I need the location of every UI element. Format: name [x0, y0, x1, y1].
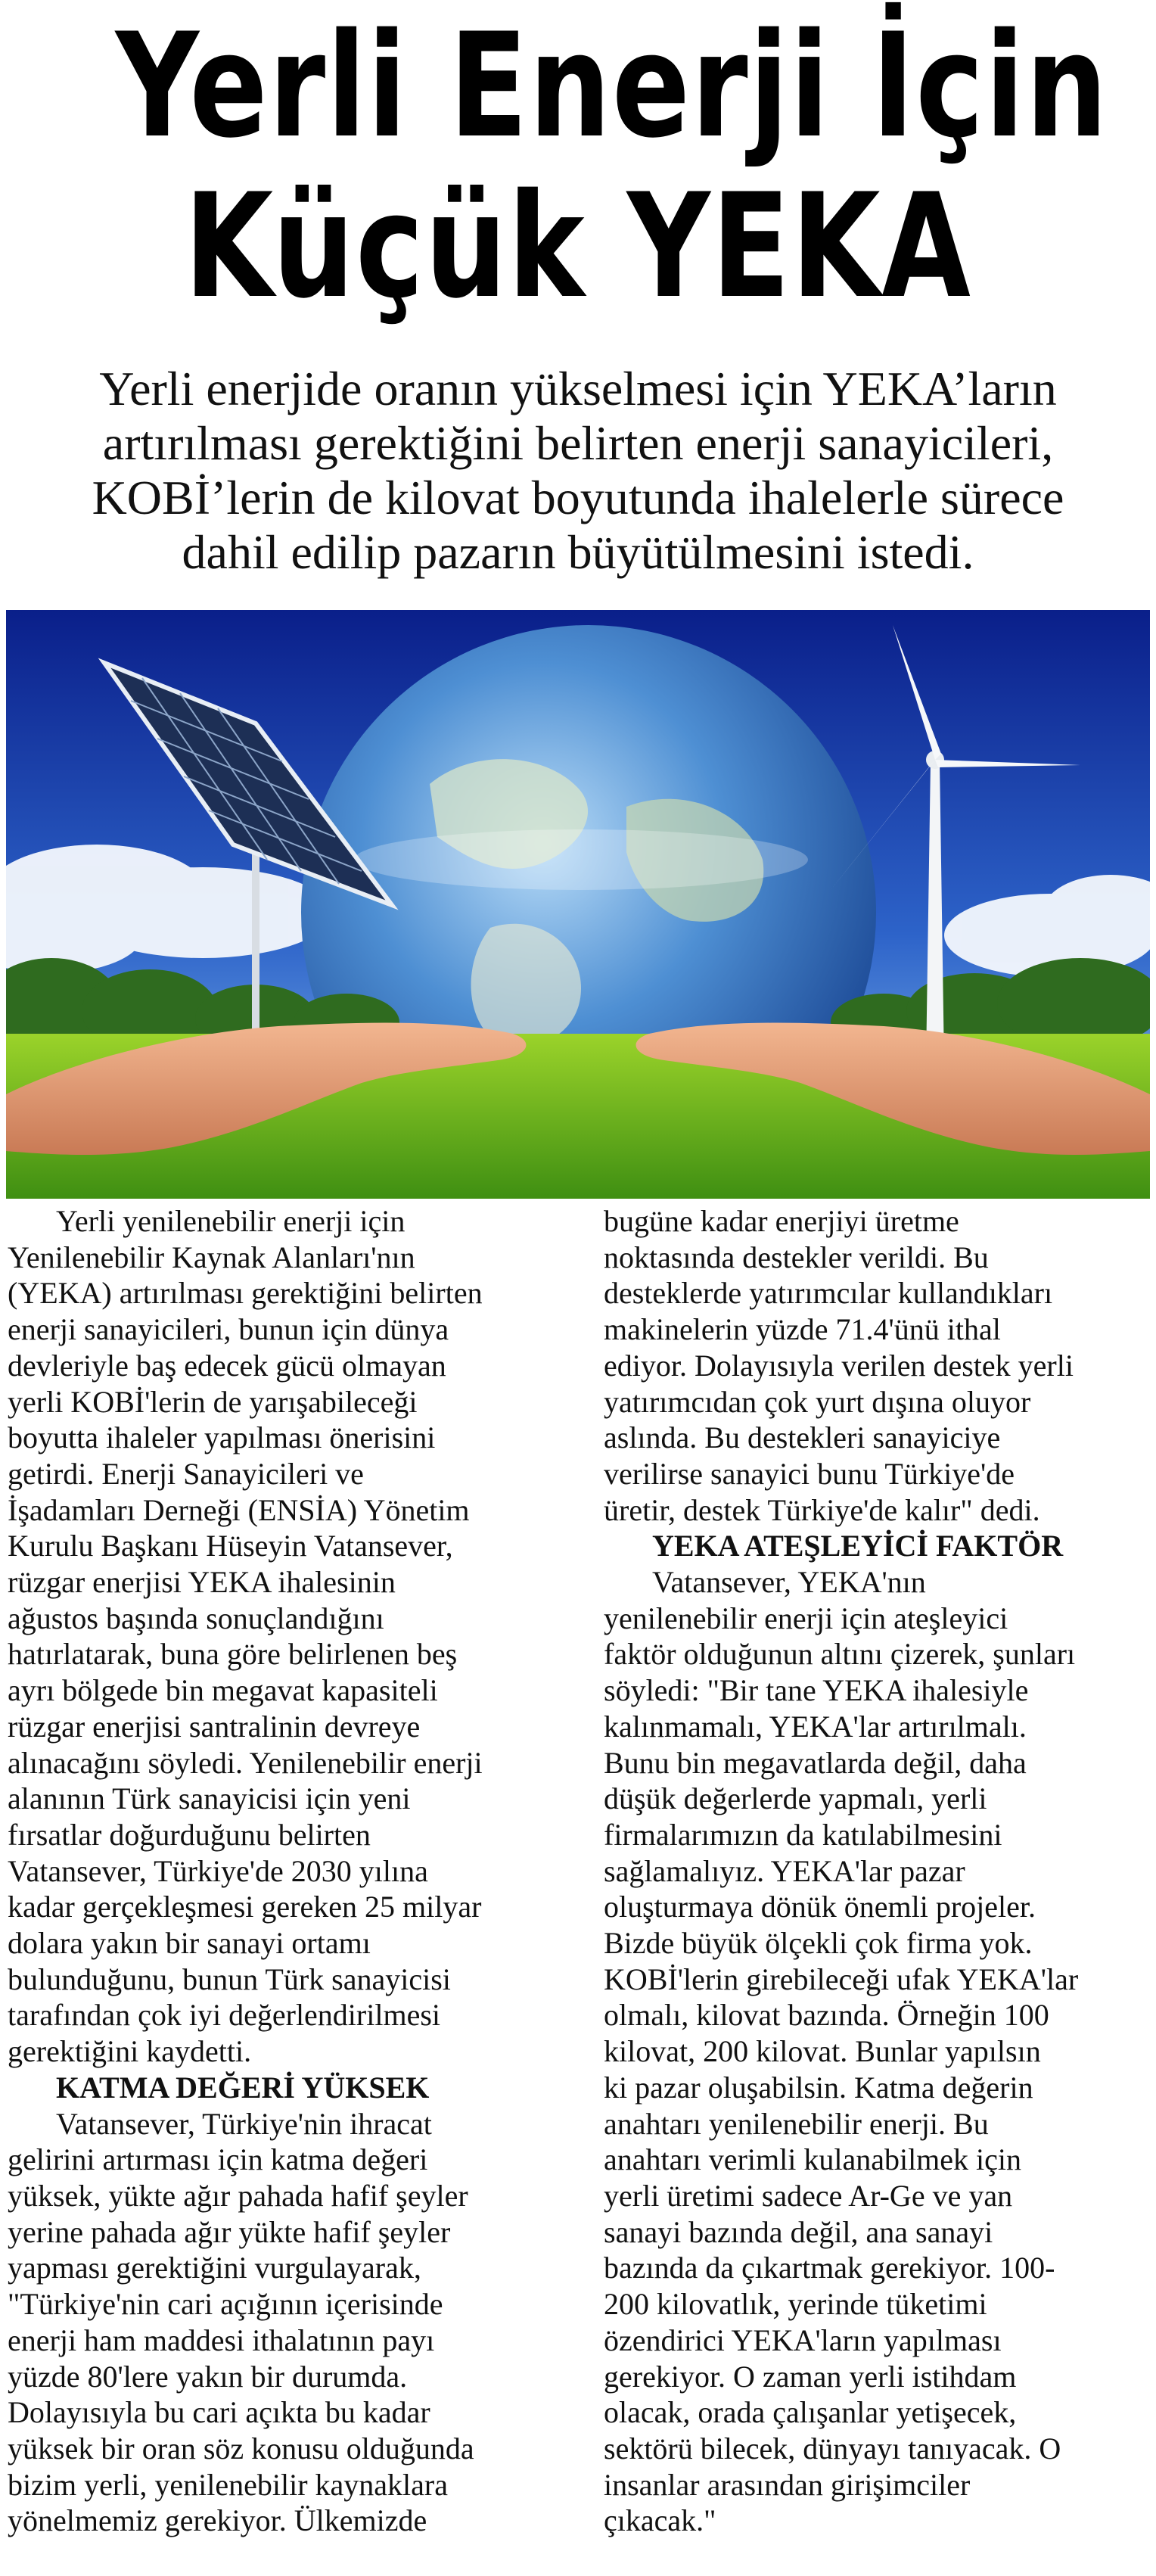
body-text-line: firmalarımızın da katılabilmesini [604, 1817, 1002, 1852]
body-text-line: noktasında destekler verildi. Bu [604, 1240, 989, 1274]
body-text-line: dolara yakın bir sanayi ortamı [8, 1926, 371, 1961]
subheading: KATMA DEĞERİ YÜKSEK [56, 2070, 430, 2105]
body-text-line: yerine pahada ağır yükte hafif şeyler [8, 2214, 451, 2249]
article-column-right [604, 1203, 1150, 2539]
article-column-left [8, 1203, 561, 2539]
body-text-line: sanayi bazında değil, ana sanayi [604, 2214, 993, 2249]
body-text-line: aslında. Bu destekleri sanayiciye [604, 1420, 1001, 1455]
body-text-line: yerli KOBİ'lerin de yarışabileceği [8, 1384, 418, 1419]
body-text-line: getirdi. Enerji Sanayicileri ve [8, 1456, 364, 1491]
body-text-line: desteklerde yatırımcılar kullandıkları [604, 1276, 1053, 1311]
body-text-line: rüzgar enerjisi YEKA ihalesinin [8, 1565, 396, 1600]
body-text-line: bizim yerli, yenilenebilir kaynaklara [8, 2467, 448, 2502]
headline [115, 2, 1109, 330]
body-text-line: Bizde büyük ölçekli çok firma yok. [604, 1926, 1033, 1961]
body-text-line: söyledi: "Bir tane YEKA ihalesiyle [604, 1673, 1029, 1708]
body-text-line: gerekiyor. O zaman yerli istihdam [604, 2359, 1017, 2394]
body-text-line: yatırımcıdan çok yurt dışına oluyor [604, 1384, 1031, 1419]
body-text-line: bazında da çıkartmak gerekiyor. 100- [604, 2251, 1055, 2285]
body-text-line: alınacağını söyledi. Yenilenebilir enerji [8, 1745, 483, 1780]
body-text-line: Vatansever, Türkiye'nin ihracat [56, 2106, 432, 2141]
body-text-line: yenilenebilir enerji için ateşleyici [604, 1601, 1008, 1635]
lead-line: KOBİ’lerin de kilovat boyutunda ihalelerle sürece [92, 471, 1064, 524]
body-text-line: devleriyle baş edecek gücü olmayan [8, 1348, 446, 1383]
body-text-line: çıkacak." [604, 2503, 716, 2538]
body-text-line: enerji sanayicileri, bunun için dünya [8, 1312, 449, 1347]
lead-line: artırılması gerektiğini belirten enerji sanayicileri, [102, 416, 1054, 470]
body-text-line: gelirini artırması için katma değeri [8, 2142, 428, 2177]
body-text-line: "Türkiye'nin cari açığının içerisinde [8, 2287, 443, 2322]
body-text-line: gerektiğini kaydetti. [8, 2034, 252, 2069]
lead-line: dahil edilip pazarın büyütülmesini istedi. [182, 525, 974, 579]
body-text-line: yönelmemiz gerekiyor. Ülkemizde [8, 2503, 427, 2538]
lead-line: Yerli enerjide oranın yükselmesi için YEKA’ların [99, 362, 1057, 415]
body-text-line: rüzgar enerjisi santralinin devreye [8, 1709, 421, 1744]
body-text-line: olmalı, kilovat bazında. Örneğin 100 [604, 1998, 1049, 2033]
lead-paragraph [23, 362, 1133, 580]
body-text-line: sektörü bilecek, dünyayı tanıyacak. O [604, 2431, 1061, 2466]
body-text-line: faktör olduğunun altını çizerek, şunları [604, 1637, 1076, 1672]
body-text-line: kalınmamalı, YEKA'lar artırılmalı. [604, 1709, 1027, 1744]
body-text-line: İşadamları Derneği (ENSİA) Yönetim [8, 1492, 470, 1527]
body-text-line: yerli üretimi sadece Ar-Ge ve yan [604, 2178, 1013, 2213]
body-text-line: bugüne kadar enerjiyi üretme [604, 1204, 959, 1238]
headline-line-2: Küçük YEKA [184, 163, 972, 330]
body-text-line: yapması gerektiğini vurgulayarak, [8, 2251, 421, 2285]
body-text-line: yüzde 80'lere yakın bir durumda. [8, 2359, 408, 2394]
body-text-line: üretir, destek Türkiye'de kalır" dedi. [604, 1492, 1040, 1527]
body-text-line: yüksek, yükte ağır pahada hafif şeyler [8, 2178, 468, 2213]
headline-line-1: Yerli Enerji İçin [115, 2, 1109, 170]
body-text-line: yüksek bir oran söz konusu olduğunda [8, 2431, 474, 2466]
body-text-line: 200 kilovatlık, yerinde tüketimi [604, 2287, 987, 2322]
body-text-line: ki pazar oluşabilsin. Katma değerin [604, 2070, 1033, 2105]
body-text-line: (YEKA) artırılması gerektiğini belirten [8, 1276, 483, 1311]
renewable-energy-illustration [6, 610, 1150, 1199]
body-text-line: kadar gerçekleşmesi gereken 25 milyar [8, 1890, 482, 1924]
article-photo [6, 610, 1150, 1199]
body-text-line: bulunduğunu, bunun Türk sanayicisi [8, 1962, 451, 1996]
body-text-line: Yenilenebilir Kaynak Alanları'nın [8, 1240, 415, 1274]
body-text-line: ağustos başında sonuçlandığını [8, 1601, 384, 1635]
body-text-line: alanının Türk sanayicisi için yeni [8, 1781, 411, 1816]
body-text-line: kilovat, 200 kilovat. Bunlar yapılsın [604, 2034, 1041, 2069]
body-text-line: verilirse sanayici bunu Türkiye'de [604, 1456, 1015, 1491]
body-text-line: oluşturmaya dönük önemli projeler. [604, 1890, 1036, 1924]
subheading: YEKA ATEŞLEYİCİ FAKTÖR [652, 1529, 1064, 1563]
body-text-line: ayrı bölgede bin megavat kapasiteli [8, 1673, 438, 1708]
body-text-line: anahtarı yenilenebilir enerji. Bu [604, 2106, 989, 2141]
body-text-line: düşük değerlerde yapmalı, yerli [604, 1781, 987, 1816]
body-text-line: KOBİ'lerin girebileceği ufak YEKA'lar [604, 1962, 1079, 1996]
body-text-line: ediyor. Dolayısıyla verilen destek yerli [604, 1348, 1074, 1383]
body-text-line: boyutta ihaleler yapılması önerisini [8, 1420, 436, 1455]
body-text-line: Kurulu Başkanı Hüseyin Vatansever, [8, 1529, 453, 1563]
body-text-line: Dolayısıyla bu cari açıkta bu kadar [8, 2395, 430, 2430]
body-text-line: enerji ham maddesi ithalatının payı [8, 2322, 435, 2357]
body-text-line: olacak, orada çalışanlar yetişecek, [604, 2395, 1017, 2430]
body-text-line: Vatansever, Türkiye'de 2030 yılına [8, 1853, 428, 1888]
body-text-line: Yerli yenilenebilir enerji için [56, 1204, 406, 1238]
body-text-line: hatırlatarak, buna göre belirlenen beş [8, 1637, 458, 1672]
body-text-line: anahtarı verimli kulanabilmek için [604, 2142, 1022, 2177]
body-text-line: Vatansever, YEKA'nın [652, 1565, 926, 1600]
body-text-line: Bunu bin megavatlarda değil, daha [604, 1745, 1027, 1780]
body-text-line: sağlamalıyız. YEKA'lar pazar [604, 1853, 965, 1888]
body-text-line: tarafından çok iyi değerlendirilmesi [8, 1998, 441, 2033]
body-text-line: fırsatlar doğurduğunu belirten [8, 1817, 371, 1852]
body-text-line: insanlar arasından girişimciler [604, 2467, 971, 2502]
body-text-line: özendirici YEKA'ların yapılması [604, 2322, 1002, 2357]
body-text-line: makinelerin yüzde 71.4'ünü ithal [604, 1312, 1001, 1347]
